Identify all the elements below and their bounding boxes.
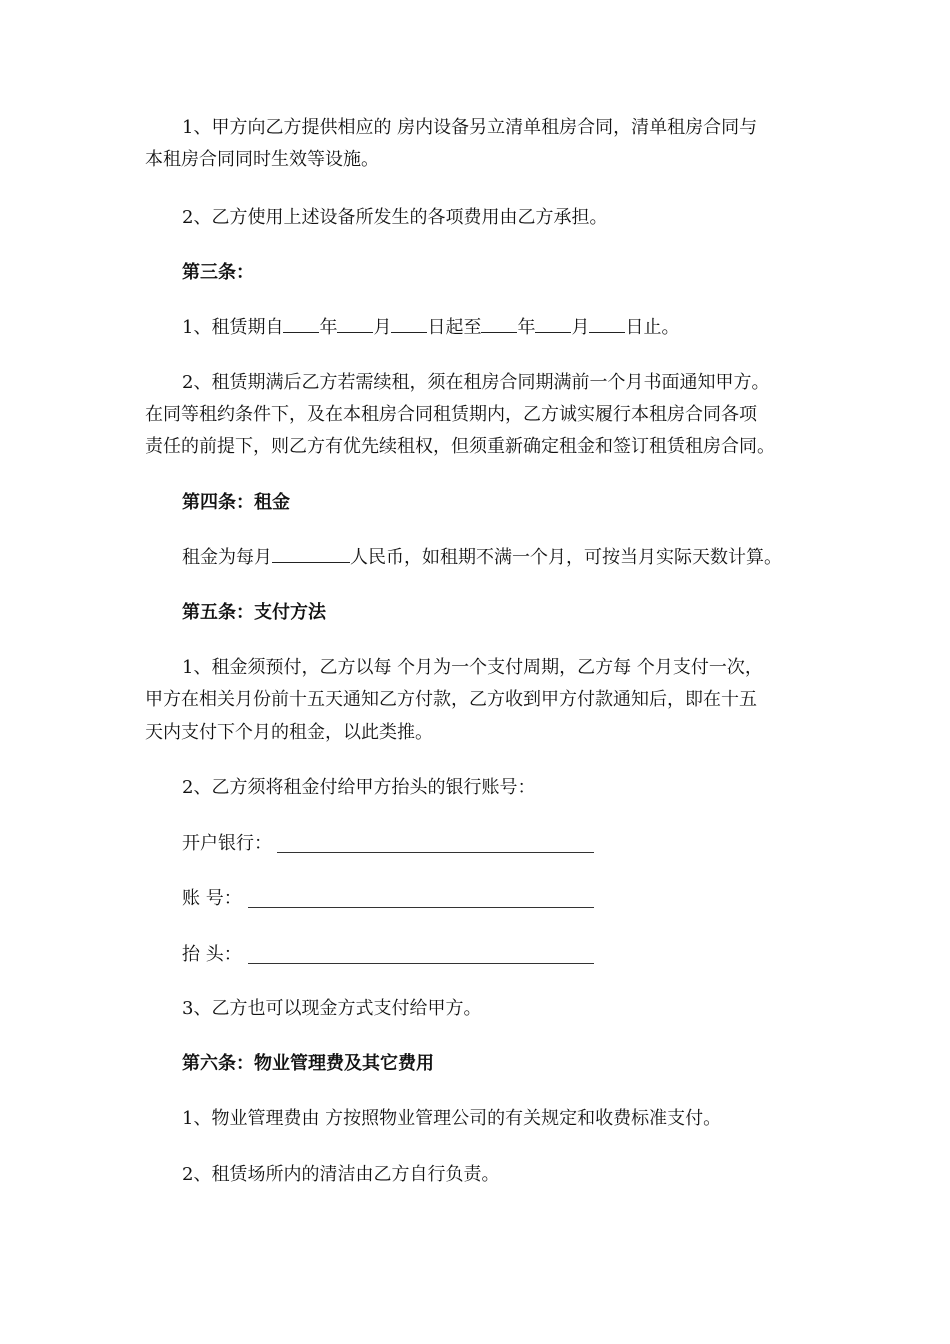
start-month-blank[interactable] <box>337 316 373 333</box>
article5-item2: 2、乙方须将租金付给甲方抬头的银行账号： <box>182 777 536 798</box>
article3-item2-line3: 责任的前提下，则乙方有优先续租权，但须重新确定租金和签订租赁租房合同。 <box>145 436 775 457</box>
bank-name-label: 开户银行： <box>182 833 272 854</box>
article3-item2-line1: 2、租赁期满后乙方若需续租，须在租房合同期满前一个月书面通知甲方。 <box>182 372 770 393</box>
start-day-blank[interactable] <box>391 316 427 333</box>
article5-item1-line3: 天内支付下个月的租金，以此类推。 <box>145 722 433 743</box>
year-label: 年 <box>319 317 338 338</box>
account-number-field[interactable] <box>248 907 594 908</box>
article5-heading: 第五条：支付方法 <box>182 602 326 623</box>
lease-period-prefix: 1、租赁期自 <box>182 317 284 338</box>
end-month-blank[interactable] <box>535 316 571 333</box>
article5-item1-line2: 甲方在相关月份前十五天通知乙方付款，乙方收到甲方付款通知后，即在十五 <box>145 689 757 710</box>
account-number-label: 账 号： <box>182 888 242 909</box>
month-label: 月 <box>373 317 392 338</box>
article5-item3: 3、乙方也可以现金方式支付给甲方。 <box>182 998 482 1019</box>
month-label: 月 <box>571 317 590 338</box>
day-end-label: 日止。 <box>625 317 680 338</box>
article4-rent-line <box>182 546 782 570</box>
article2-item2: 2、乙方使用上述设备所发生的各项费用由乙方承担。 <box>182 207 608 228</box>
account-title-label: 抬 头： <box>182 944 242 965</box>
start-year-blank[interactable] <box>283 316 319 333</box>
article2-item1-line1: 1、甲方向乙方提供相应的 房内设备另立清单租房合同，清单租房合同与 <box>182 117 758 138</box>
article3-item2-line2: 在同等租约条件下，及在本租房合同租赁期内，乙方诚实履行本租房合同各项 <box>145 404 757 425</box>
bank-name-field[interactable] <box>277 852 594 853</box>
end-day-blank[interactable] <box>589 316 625 333</box>
account-title-field[interactable] <box>248 963 594 964</box>
day-start-label: 日起至 <box>427 317 482 338</box>
article6-item2: 2、租赁场所内的清洁由乙方自行负责。 <box>182 1164 500 1185</box>
year-label: 年 <box>517 317 536 338</box>
article6-item1: 1、物业管理费由 方按照物业管理公司的有关规定和收费标准支付。 <box>182 1108 722 1129</box>
article6-heading: 第六条：物业管理费及其它费用 <box>182 1053 434 1074</box>
end-year-blank[interactable] <box>481 316 517 333</box>
rent-suffix: 人民币，如租期不满一个月，可按当月实际天数计算。 <box>350 547 782 568</box>
rent-prefix: 租金为每月 <box>182 547 272 568</box>
article2-item1-line2: 本租房合同同时生效等设施。 <box>145 149 379 170</box>
article3-heading: 第三条： <box>182 262 254 283</box>
article3-item1 <box>182 316 679 340</box>
article5-item1-line1: 1、租金须预付，乙方以每 个月为一个支付周期，乙方每 个月支付一次， <box>182 657 763 678</box>
article4-heading: 第四条：租金 <box>182 492 290 513</box>
monthly-rent-blank[interactable] <box>272 546 350 563</box>
